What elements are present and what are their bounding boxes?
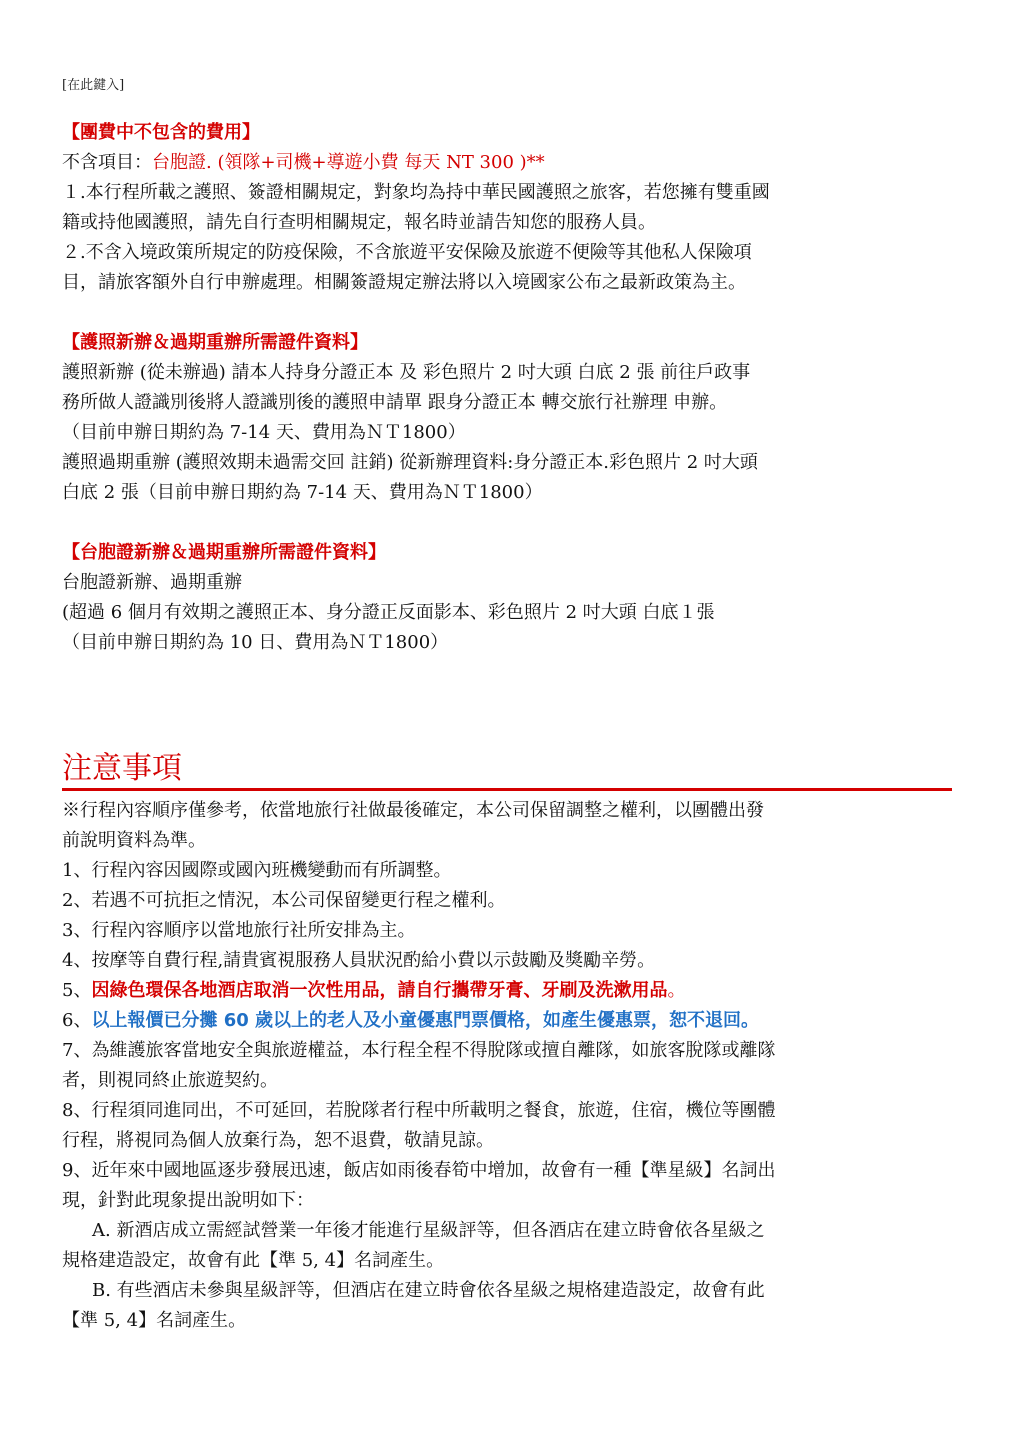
notice-item-8-line: 行程，將視同為個人放棄行為，恕不退費，敬請見諒。 xyxy=(62,1130,494,1151)
passport-line: 務所做人證識別後將人證識別後的護照申請單 跟身分證正本 轉交旅行社辦理 申辦。 xyxy=(62,392,728,413)
notice-item-6-number: 6、 xyxy=(62,1010,92,1031)
notice-item-9a-line: 規格建造設定，故會有此【準 5, 4】名詞產生。 xyxy=(62,1250,445,1271)
notice-item-5-text: 因綠色環保各地酒店取消一次性用品，請自行攜帶牙膏、牙刷及洗漱用品 xyxy=(91,980,668,1001)
notice-item-8-line: 8、行程須同進同出，不可延回，若脫隊者行程中所載明之餐食，旅遊，住宿，機位等團體 xyxy=(62,1100,776,1121)
mtp-heading: 【台胞證新辦＆過期重辦所需證件資料】 xyxy=(62,542,386,563)
notice-item-6-text: 以上報價已分攤 60 歲以上的老人及小童優惠門票價格，如產生優惠票，恕不退回 xyxy=(91,1010,742,1031)
fees-note-line: 籍或持他國護照，請先自行查明相關規定，報名時並請告知您的服務人員。 xyxy=(62,212,656,233)
notice-intro-line: 前說明資料為準。 xyxy=(62,830,206,851)
notice-section xyxy=(62,796,952,1336)
notice-item-9a-line: A. 新酒店成立需經試營業一年後才能進行星級評等，但各酒店在建立時會依各星級之 xyxy=(92,1220,765,1241)
notice-title: 注意事項 xyxy=(62,752,952,791)
notice-item-7-line: 者，則視同終止旅遊契約。 xyxy=(62,1070,278,1091)
notice-item-6-suffix: 。 xyxy=(741,1010,760,1031)
excluded-items-label: 不含項目： xyxy=(62,152,152,173)
mtp-line: 台胞證新辦、過期重辦 xyxy=(62,572,242,593)
passport-line: 白底 2 張（目前申辦日期約為 7-14 天、費用為ＮＴ1800） xyxy=(62,482,543,503)
fees-and-documents-section xyxy=(62,118,952,658)
fees-note-line: １.本行程所載之護照、簽證相關規定，對象均為持中華民國護照之旅客，若您擁有雙重國 xyxy=(62,182,770,203)
notice-item-5-number: 5、 xyxy=(62,980,92,1001)
mtp-line: (超過 6 個月有效期之護照正本、身分證正反面影本、彩色照片 2 吋大頭 白底１張 xyxy=(62,602,715,623)
passport-line: （目前申辦日期約為 7-14 天、費用為ＮＴ1800） xyxy=(62,422,466,443)
notice-item-7-line: 7、為維護旅客當地安全與旅遊權益，本行程全程不得脫隊或擅自離隊，如旅客脫隊或離隊 xyxy=(62,1040,776,1061)
passport-line: 護照新辦 (從未辦過) 請本人持身分證正本 及 彩色照片 2 吋大頭 白底 2 張 前往戶政事 xyxy=(62,362,751,383)
excluded-fees-heading: 【團費中不包含的費用】 xyxy=(62,122,260,143)
notice-item-6 xyxy=(62,1006,952,1036)
fees-note-line: 目，請旅客額外自行申辦處理。相關簽證規定辦法將以入境國家公布之最新政策為主。 xyxy=(62,272,746,293)
notice-intro-line: ※行程內容順序僅參考，依當地旅行社做最後確定，本公司保留調整之權利，以團體出發 xyxy=(62,800,764,821)
notice-item: 2、若遇不可抗拒之情況，本公司保留變更行程之權利。 xyxy=(62,890,506,911)
passport-line: 護照過期重辦 (護照效期未過需交回 註銷) 從新辦理資料:身分證正本.彩色照片 2 吋大頭 xyxy=(62,452,758,473)
notice-item-5-suffix: 。 xyxy=(667,980,686,1001)
notice-item: 1、行程內容因國際或國內班機變動而有所調整。 xyxy=(62,860,452,881)
notice-item-9-line: 9、近年來中國地區逐步發展迅速，飯店如雨後春筍中增加，故會有一種【準星級】名詞出 xyxy=(62,1160,776,1181)
notice-item-9b-line: 【準 5, 4】名詞產生。 xyxy=(62,1310,247,1331)
passport-heading: 【護照新辦＆過期重辦所需證件資料】 xyxy=(62,332,368,353)
notice-item-9-line: 現，針對此現象提出說明如下： xyxy=(62,1190,314,1211)
notice-item-9b-line: B. 有些酒店未參與星級評等，但酒店在建立時會依各星級之規格建造設定，故會有此 xyxy=(92,1280,765,1301)
notice-item-5 xyxy=(62,976,952,1006)
notice-item: 4、按摩等自費行程,請貴賓視服務人員狀況酌給小費以示鼓勵及獎勵辛勞。 xyxy=(62,950,656,971)
fees-note-line: ２.不含入境政策所規定的防疫保險，不含旅遊平安保險及旅遊不便險等其他私人保險項 xyxy=(62,242,752,263)
excluded-items-value: 台胞證. (領隊+司機+導遊小費 每天 NT 300 )** xyxy=(152,152,545,173)
mtp-line: （目前申辦日期約為 10 日、費用為ＮＴ1800） xyxy=(62,632,449,653)
header-placeholder-text: [在此鍵入] xyxy=(62,78,125,93)
notice-item: 3、行程內容順序以當地旅行社所安排為主。 xyxy=(62,920,416,941)
excluded-items-line xyxy=(62,148,952,178)
